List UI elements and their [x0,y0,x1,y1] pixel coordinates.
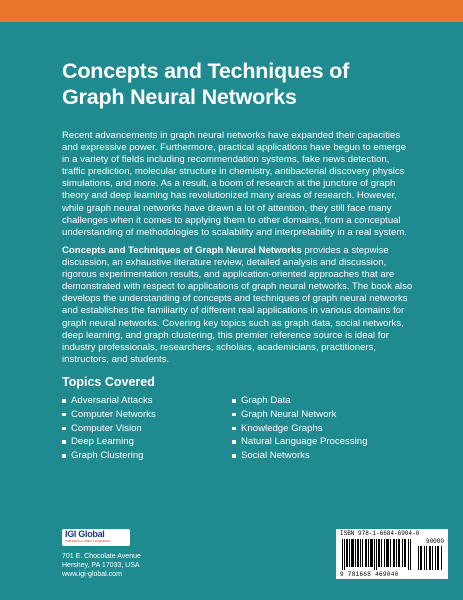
bullet-icon [62,413,66,417]
topic-item [232,435,367,449]
topic-item [62,394,156,408]
publisher-logo-text: IGI Global [65,529,105,539]
bullet-icon [232,427,236,431]
isbn-barcode [336,529,448,579]
description-paragraph-1: Recent advancements in graph neural networks have expanded their capacities and expressive power. Furthermore, practical applications have begun to emerge in a variety of fields including recommendation systems, fake news detection, traffic prediction, molecular structure in chemistry, antibacterial discovery physics simulations, and more. As a result, a boom of research at the juncture of graph theory and deep learning has revolutionized many areas of research. However, while graph neural networks have drawn a lot of attention, they still face many challenges when it comes to applying them to other domains, from a conceptual understanding of methodologies to scalability and interpretability in a real system. [62,130,408,238]
topic-item [62,449,156,463]
topic-item [232,422,367,436]
topic-item [232,408,367,422]
topic-item [232,449,367,463]
topic-label: Adversarial Attacks [71,395,153,406]
topic-label: Graph Clustering [71,450,144,462]
topic-label: Natural Language Processing [241,436,368,448]
address-street: 701 E. Chocolate Avenue [62,553,141,560]
bullet-icon [232,440,236,444]
address-city: Hershey, PA 17033, USA [62,562,140,570]
bullet-icon [232,413,236,417]
topics-list-left [62,394,156,463]
bullet-icon [232,454,236,458]
topic-item [62,408,156,422]
topic-label: Deep Learning [71,436,134,448]
topic-label: Computer Vision [71,422,142,434]
bullet-icon [232,399,236,403]
publisher-address [62,552,141,580]
barcode-digits: 9 781668 469040 [340,571,399,578]
book-title-inline: Concepts and Techniques of Graph Neural Networks [62,245,302,256]
book-title [62,58,422,110]
address-website: www.igi-global.com [62,571,122,579]
topics-list-right [232,394,367,463]
bullet-icon [62,427,66,431]
topics-heading: Topics Covered [62,375,155,389]
top-color-band [0,0,463,22]
topic-label: Social Networks [241,450,310,462]
book-title-line-1: Concepts and Techniques of [62,59,350,83]
topic-item [232,394,367,408]
isbn-number: ISBN 978-1-6684-6904-0 [340,530,420,537]
topic-label: Knowledge Graphs [241,422,323,434]
bullet-icon [62,399,66,403]
barcode-bars [342,539,414,570]
topic-item [62,422,156,436]
description-paragraph-2-text: provides a stepwise discussion, an exhaustive literature review, detailed analysis and discussion, rigorous experimentation results, and application-oriented approaches that are demonstrated with respect to applications of graph neural networks. The book also develops the understanding of concepts and techniques of graph neural networks and establishes the familiarity of different real applications in various domains for graph neural networks. Covering key topics such as graph data, social networks, deep learning, and graph clustering, this premier reference source is ideal for industry professionals, researchers, scholars, academicians, practitioners, instructors, and students. [62,245,413,365]
bullet-icon [62,440,66,444]
topic-label: Graph Neural Network [241,408,337,420]
topic-item [62,435,156,449]
description-paragraph-2 [62,245,414,366]
topic-label: Graph Data [241,395,291,406]
book-title-line-2: Graph Neural Networks [62,85,297,109]
publisher-logo [62,529,130,546]
price-barcode-bars [418,546,444,570]
publisher-logo-tagline: PUBLISHER of TIMELY KNOWLEDGE [65,540,110,543]
bullet-icon [62,454,66,458]
topic-label: Computer Networks [71,408,156,420]
price-code: 90000 [425,538,444,545]
